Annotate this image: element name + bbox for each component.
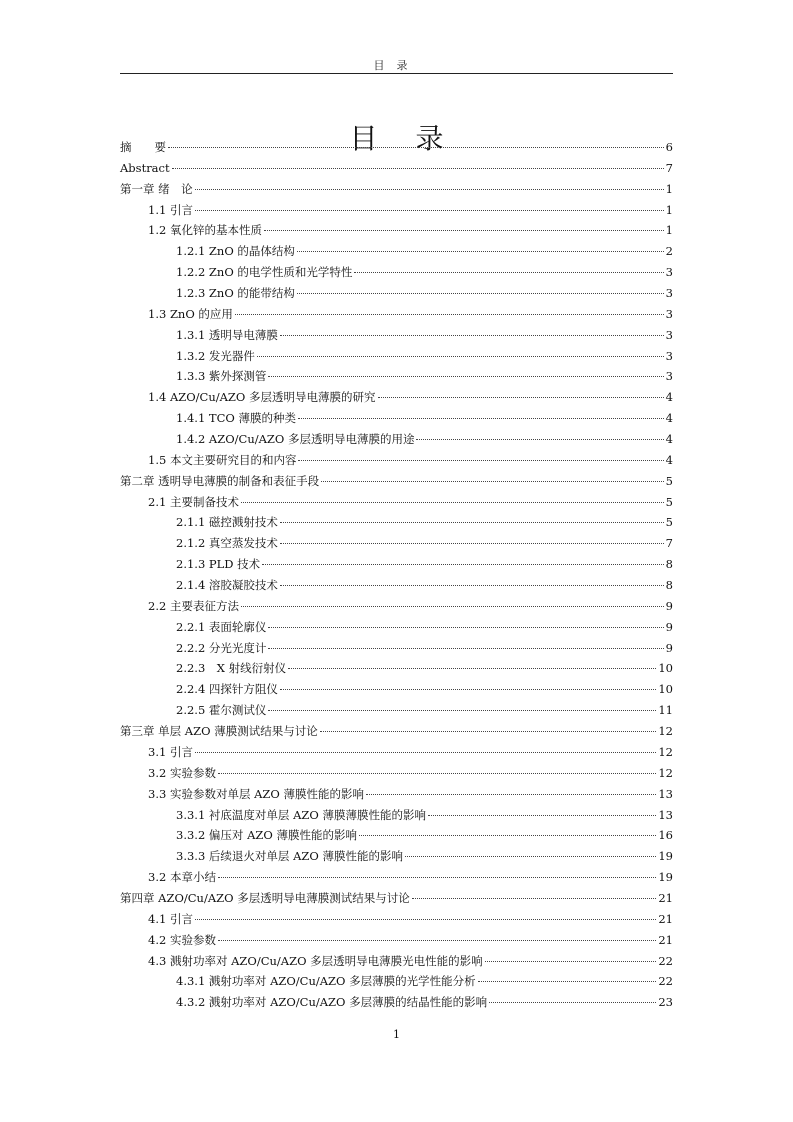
dot-leader xyxy=(298,418,664,419)
toc-entry-title: 第一章 绪 论 xyxy=(120,181,193,196)
toc-entry-page: 19 xyxy=(658,870,673,885)
toc-entry-title: 3.2 实验参数 xyxy=(148,765,216,780)
toc-entry-page: 4 xyxy=(665,390,673,405)
toc-entry-title: 1.3.3 紫外探测管 xyxy=(176,369,267,384)
dot-leader xyxy=(321,481,664,482)
dot-leader xyxy=(268,648,663,649)
toc-entry[interactable] xyxy=(120,888,673,909)
toc-entry-page: 21 xyxy=(658,932,673,947)
toc-entry[interactable] xyxy=(120,992,673,1013)
toc-entry-page: 4 xyxy=(665,452,673,467)
toc-entry-title: 2.1 主要制备技术 xyxy=(148,494,239,509)
toc-entry-page: 1 xyxy=(665,202,673,217)
toc-entry[interactable] xyxy=(120,262,673,283)
dot-leader xyxy=(218,773,656,774)
dot-leader xyxy=(280,522,664,523)
toc-entry[interactable] xyxy=(120,596,673,617)
toc-entry-page: 12 xyxy=(658,724,673,739)
dot-leader xyxy=(168,147,664,148)
toc-entry-page: 11 xyxy=(658,703,673,718)
dot-leader xyxy=(297,293,664,294)
toc-entry[interactable] xyxy=(120,408,673,429)
toc-entry-title: 2.2.1 表面轮廓仪 xyxy=(176,619,267,634)
toc-entry[interactable] xyxy=(120,700,673,721)
toc-entry[interactable] xyxy=(120,512,673,533)
toc-entry-page: 3 xyxy=(665,286,673,301)
dot-leader xyxy=(288,668,656,669)
toc-entry[interactable] xyxy=(120,387,673,408)
toc-entry-title: 2.1.2 真空蒸发技术 xyxy=(176,536,278,551)
toc-entry-title: 2.1.3 PLD 技术 xyxy=(176,557,261,572)
dot-leader xyxy=(262,564,664,565)
toc-entry[interactable] xyxy=(120,137,673,158)
toc-entry[interactable] xyxy=(120,158,673,179)
dot-leader xyxy=(366,794,656,795)
toc-entry[interactable] xyxy=(120,429,673,450)
toc-entry-page: 4 xyxy=(665,411,673,426)
toc-entry[interactable] xyxy=(120,554,673,575)
toc-entry-page: 10 xyxy=(658,682,673,697)
dot-leader xyxy=(280,585,664,586)
toc-entry[interactable] xyxy=(120,805,673,826)
toc-entry[interactable] xyxy=(120,638,673,659)
toc-entry[interactable] xyxy=(120,450,673,471)
toc-entry[interactable] xyxy=(120,867,673,888)
toc-entry-title: Abstract xyxy=(120,160,170,175)
toc-entry-page: 1 xyxy=(665,223,673,238)
toc-entry-title: 1.4.2 AZO/Cu/AZO 多层透明导电薄膜的用途 xyxy=(176,432,415,447)
toc-entry[interactable] xyxy=(120,304,673,325)
dot-leader xyxy=(218,940,656,941)
toc-entry-title: 3.3.3 后续退火对单层 AZO 薄膜性能的影响 xyxy=(176,849,403,864)
toc-entry[interactable] xyxy=(120,492,673,513)
toc-entry[interactable] xyxy=(120,346,673,367)
dot-leader xyxy=(354,272,663,273)
toc-entry-title: 3.1 引言 xyxy=(148,744,193,759)
toc-entry-page: 22 xyxy=(658,953,673,968)
toc-entry-title: 4.3.1 溅射功率对 AZO/Cu/AZO 多层薄膜的光学性能分析 xyxy=(176,974,476,989)
dot-leader xyxy=(428,815,656,816)
toc-entry-title: 2.1.1 磁控溅射技术 xyxy=(176,515,278,530)
running-header: 目录 xyxy=(373,59,420,72)
dot-leader xyxy=(280,335,664,336)
dot-leader xyxy=(257,356,664,357)
toc-entry-page: 5 xyxy=(665,494,673,509)
toc-entry-title: 3.2 本章小结 xyxy=(148,870,216,885)
toc-entry-page: 23 xyxy=(658,995,673,1010)
toc-entry-title: 3.3.2 偏压对 AZO 薄膜性能的影响 xyxy=(176,828,357,843)
toc-entry[interactable] xyxy=(120,179,673,200)
toc-entry-title: 1.4 AZO/Cu/AZO 多层透明导电薄膜的研究 xyxy=(148,390,376,405)
dot-leader xyxy=(195,752,656,753)
toc-entry-title: 摘 要 xyxy=(120,140,166,154)
toc-entry-page: 22 xyxy=(658,974,673,989)
toc-entry-title: 第四章 AZO/Cu/AZO 多层透明导电薄膜测试结果与讨论 xyxy=(120,890,410,905)
dot-leader xyxy=(235,314,664,315)
dot-leader xyxy=(489,1002,656,1003)
table-of-contents xyxy=(120,137,673,1013)
toc-entry-title: 1.3.1 透明导电薄膜 xyxy=(176,327,278,342)
toc-entry-title: 第三章 单层 AZO 薄膜测试结果与讨论 xyxy=(120,724,318,739)
toc-entry-title: 2.1.4 溶胶凝胶技术 xyxy=(176,578,278,593)
toc-entry-title: 3.3.1 衬底温度对单层 AZO 薄膜薄膜性能的影响 xyxy=(176,807,426,822)
toc-entry-page: 9 xyxy=(665,619,673,634)
toc-entry[interactable] xyxy=(120,658,673,679)
toc-entry[interactable] xyxy=(120,366,673,387)
dot-leader xyxy=(268,710,656,711)
toc-entry-title: 2.2 主要表征方法 xyxy=(148,598,239,613)
toc-entry[interactable] xyxy=(120,846,673,867)
dot-leader xyxy=(280,543,664,544)
toc-entry[interactable] xyxy=(120,283,673,304)
toc-entry-page: 13 xyxy=(658,786,673,801)
toc-entry-page: 6 xyxy=(665,140,673,154)
dot-leader xyxy=(405,856,656,857)
toc-entry-page: 9 xyxy=(665,640,673,655)
toc-entry[interactable] xyxy=(120,930,673,951)
toc-entry-page: 9 xyxy=(665,598,673,613)
dot-leader xyxy=(264,230,664,231)
dot-leader xyxy=(195,210,664,211)
dot-leader xyxy=(172,168,664,169)
toc-entry-page: 7 xyxy=(665,160,673,175)
toc-entry-title: 1.2.1 ZnO 的晶体结构 xyxy=(176,244,295,259)
toc-entry-page: 10 xyxy=(658,661,673,676)
dot-leader xyxy=(378,397,664,398)
toc-entry[interactable] xyxy=(120,784,673,805)
toc-entry-page: 3 xyxy=(665,348,673,363)
toc-entry-title: 4.3 溅射功率对 AZO/Cu/AZO 多层透明导电薄膜光电性能的影响 xyxy=(148,953,483,968)
dot-leader xyxy=(412,898,657,899)
toc-entry-title: 2.2.4 四探针方阻仪 xyxy=(176,682,278,697)
toc-entry-page: 7 xyxy=(665,536,673,551)
toc-entry[interactable] xyxy=(120,971,673,992)
toc-entry-page: 3 xyxy=(665,327,673,342)
toc-entry-title: 1.2 氧化锌的基本性质 xyxy=(148,223,262,238)
dot-leader xyxy=(195,919,656,920)
toc-entry-page: 16 xyxy=(658,828,673,843)
dot-leader xyxy=(485,961,657,962)
dot-leader xyxy=(359,835,656,836)
page-number: 1 xyxy=(393,1028,400,1041)
dot-leader xyxy=(195,189,664,190)
toc-entry-page: 8 xyxy=(665,557,673,572)
toc-entry[interactable] xyxy=(120,679,673,700)
toc-entry-title: 4.2 实验参数 xyxy=(148,932,216,947)
dot-leader xyxy=(268,627,663,628)
toc-entry-page: 13 xyxy=(658,807,673,822)
toc-entry-page: 5 xyxy=(665,473,673,488)
dot-leader xyxy=(298,460,663,461)
toc-entry[interactable] xyxy=(120,533,673,554)
dot-leader xyxy=(416,439,663,440)
toc-entry-page: 1 xyxy=(665,181,673,196)
toc-entry-page: 4 xyxy=(665,432,673,447)
header-divider xyxy=(120,73,673,74)
toc-entry[interactable] xyxy=(120,763,673,784)
toc-entry[interactable] xyxy=(120,617,673,638)
toc-entry-page: 3 xyxy=(665,265,673,280)
toc-entry-page: 21 xyxy=(658,911,673,926)
dot-leader xyxy=(241,606,664,607)
dot-leader xyxy=(478,981,657,982)
toc-entry-title: 1.5 本文主要研究目的和内容 xyxy=(148,452,297,467)
toc-entry-title: 1.1 引言 xyxy=(148,202,193,217)
toc-entry-page: 8 xyxy=(665,578,673,593)
toc-entry-title: 3.3 实验参数对单层 AZO 薄膜性能的影响 xyxy=(148,786,364,801)
toc-entry[interactable] xyxy=(120,575,673,596)
toc-entry[interactable] xyxy=(120,325,673,346)
toc-entry-title: 4.1 引言 xyxy=(148,911,193,926)
toc-entry-title: 1.2.2 ZnO 的电学性质和光学特性 xyxy=(176,265,353,280)
toc-entry[interactable] xyxy=(120,200,673,221)
toc-entry-title: 4.3.2 溅射功率对 AZO/Cu/AZO 多层薄膜的结晶性能的影响 xyxy=(176,995,488,1010)
toc-entry-page: 12 xyxy=(658,765,673,780)
toc-entry-page: 19 xyxy=(658,849,673,864)
toc-entry[interactable] xyxy=(120,742,673,763)
toc-entry-title: 2.2.3 X 射线衍射仪 xyxy=(176,661,287,676)
dot-leader xyxy=(268,376,663,377)
toc-entry-title: 2.2.5 霍尔测试仪 xyxy=(176,703,267,718)
toc-entry-title: 第二章 透明导电薄膜的制备和表征手段 xyxy=(120,473,320,488)
dot-leader xyxy=(280,689,656,690)
toc-entry[interactable] xyxy=(120,909,673,930)
toc-entry[interactable] xyxy=(120,220,673,241)
toc-entry-page: 5 xyxy=(665,515,673,530)
toc-entry-title: 1.3.2 发光器件 xyxy=(176,348,255,363)
toc-entry-page: 12 xyxy=(658,744,673,759)
toc-entry[interactable] xyxy=(120,471,673,492)
dot-leader xyxy=(297,251,664,252)
dot-leader xyxy=(241,502,664,503)
dot-leader xyxy=(320,731,657,732)
toc-entry-title: 1.4.1 TCO 薄膜的种类 xyxy=(176,411,296,426)
toc-entry-page: 2 xyxy=(665,244,673,259)
toc-entry-page: 3 xyxy=(665,306,673,321)
toc-entry[interactable] xyxy=(120,241,673,262)
toc-entry-title: 1.3 ZnO 的应用 xyxy=(148,306,233,321)
toc-entry-title: 2.2.2 分光光度计 xyxy=(176,640,267,655)
page-title: 目录 xyxy=(349,121,482,155)
dot-leader xyxy=(218,877,656,878)
toc-entry[interactable] xyxy=(120,951,673,972)
toc-entry[interactable] xyxy=(120,825,673,846)
toc-entry[interactable] xyxy=(120,721,673,742)
toc-entry-page: 3 xyxy=(665,369,673,384)
toc-entry-title: 1.2.3 ZnO 的能带结构 xyxy=(176,286,295,301)
toc-entry-page: 21 xyxy=(658,890,673,905)
